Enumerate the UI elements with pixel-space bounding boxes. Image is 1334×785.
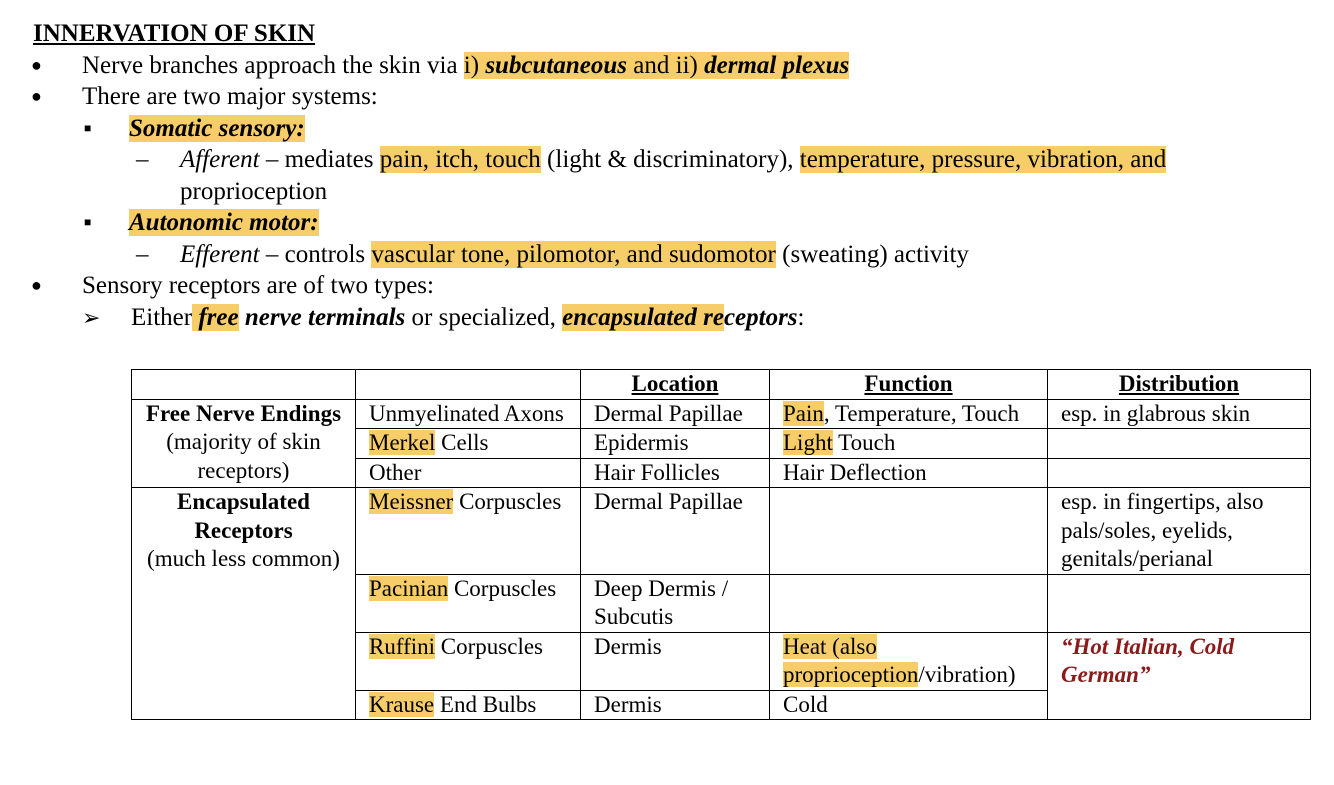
text: (light & discriminatory), bbox=[540, 146, 800, 173]
receptor-name: Other bbox=[356, 458, 581, 488]
bullet-two-systems bbox=[33, 81, 1323, 113]
header-distribution: Distribution bbox=[1048, 370, 1311, 400]
distribution-cell bbox=[1048, 574, 1311, 632]
text: Cells bbox=[435, 430, 489, 455]
function-cell bbox=[770, 574, 1048, 632]
subcutaneous-term: subcutaneous bbox=[485, 51, 628, 79]
bullet-dot: ● bbox=[31, 86, 42, 106]
location-cell: Hair Follicles bbox=[581, 458, 770, 488]
header-blank bbox=[132, 370, 356, 400]
arrow-bullet-icon: ➢ bbox=[82, 304, 101, 330]
nerve-terminals-term: nerve terminals bbox=[238, 303, 406, 331]
receptor-name bbox=[356, 574, 581, 632]
text: proprioception bbox=[180, 177, 328, 205]
text: i) bbox=[463, 51, 486, 79]
receptor-name bbox=[356, 690, 581, 720]
text: /vibration) bbox=[918, 662, 1016, 687]
bullet-dot: ● bbox=[31, 54, 42, 75]
text: End Bulbs bbox=[434, 691, 537, 717]
text: or specialized, bbox=[405, 303, 563, 331]
function-cell bbox=[770, 488, 1048, 575]
bullet-sensory-receptors bbox=[33, 270, 1323, 302]
text: Corpuscles bbox=[448, 575, 557, 601]
bullet-nerve-branches bbox=[33, 50, 1323, 82]
location-cell: Deep Dermis / Subcutis bbox=[581, 574, 770, 632]
highlight: Heat (also proprioception bbox=[783, 633, 919, 687]
mnemonic-cell: “Hot Italian, Cold German” bbox=[1048, 632, 1311, 720]
highlight bbox=[464, 52, 849, 79]
location-cell: Dermis bbox=[581, 632, 770, 690]
text: (sweating) activity bbox=[775, 240, 969, 268]
group-subtitle: (much less common) bbox=[147, 546, 340, 571]
highlight: Ruffini bbox=[369, 633, 436, 659]
encapsulated-term: encapsulated re bbox=[562, 303, 724, 331]
text: Either bbox=[131, 303, 193, 331]
receptor-name bbox=[356, 632, 581, 690]
receptor-name bbox=[356, 488, 581, 575]
text: Sensory receptors are of two types: bbox=[82, 272, 434, 299]
location-cell: Dermal Papillae bbox=[581, 399, 770, 429]
location-cell: Dermis bbox=[581, 690, 770, 720]
highlight: Light bbox=[783, 430, 833, 455]
distribution-cell: esp. in fingertips, also pals/soles, eyelids, genitals/perianal bbox=[1048, 488, 1311, 575]
dash-marker: – bbox=[136, 146, 149, 173]
group-encapsulated-receptors bbox=[132, 488, 356, 720]
table-row bbox=[132, 399, 1311, 429]
group-title: Encapsulated Receptors bbox=[177, 489, 310, 543]
distribution-cell: esp. in glabrous skin bbox=[1048, 399, 1311, 429]
highlight: Pacinian bbox=[369, 575, 449, 601]
highlight: pain, itch, touch bbox=[379, 146, 541, 173]
group-subtitle: (majority of skin receptors) bbox=[166, 429, 321, 483]
highlight: vascular tone, pilomotor, and sudomotor bbox=[371, 240, 776, 268]
bullet-dot: ● bbox=[31, 275, 42, 295]
page-title: INNERVATION OF SKIN bbox=[33, 20, 316, 47]
text: and ii) bbox=[627, 51, 705, 79]
square-bullet: ■ bbox=[84, 215, 92, 229]
text: Touch bbox=[832, 430, 896, 455]
function-cell bbox=[770, 399, 1048, 429]
location-cell: Dermal Papillae bbox=[581, 488, 770, 575]
text: Corpuscles bbox=[453, 489, 562, 514]
square-bullet: ■ bbox=[84, 120, 92, 135]
afferent-term: Afferent bbox=[180, 146, 260, 173]
subbullet-autonomic bbox=[33, 207, 1323, 239]
distribution-cell bbox=[1048, 458, 1311, 488]
header-blank bbox=[356, 370, 581, 400]
table-row bbox=[132, 488, 1311, 575]
dash-marker: – bbox=[136, 240, 149, 268]
text: : bbox=[797, 303, 805, 331]
autonomic-motor-label: Autonomic motor: bbox=[129, 209, 319, 236]
arrow-item-types bbox=[33, 302, 1323, 334]
table-header-row bbox=[132, 370, 1311, 400]
function-cell bbox=[770, 632, 1048, 690]
text: Corpuscles bbox=[435, 633, 543, 659]
somatic-sensory-label: Somatic sensory: bbox=[129, 114, 305, 142]
efferent-term: Efferent bbox=[180, 240, 260, 268]
receptor-table bbox=[131, 369, 1311, 720]
text: , Temperature, Touch bbox=[823, 400, 1020, 426]
group-free-nerve-endings bbox=[132, 399, 356, 488]
highlight: temperature, pressure, vibration, and bbox=[799, 146, 1167, 173]
function-cell bbox=[770, 429, 1048, 459]
header-location: Location bbox=[581, 370, 770, 400]
text: – controls bbox=[259, 240, 372, 268]
receptor-name bbox=[356, 429, 581, 459]
afferent-line bbox=[33, 144, 1270, 207]
function-cell: Cold bbox=[770, 690, 1048, 720]
text: Nerve branches approach the skin via bbox=[82, 51, 464, 79]
function-cell: Hair Deflection bbox=[770, 458, 1048, 488]
receptor-name: Unmyelinated Axons bbox=[356, 399, 581, 429]
header-function: Function bbox=[770, 370, 1048, 400]
highlight: Meissner bbox=[369, 489, 454, 514]
free-term: free bbox=[192, 303, 239, 331]
text: There are two major systems: bbox=[82, 83, 378, 110]
text: – mediates bbox=[259, 146, 380, 173]
efferent-line bbox=[33, 239, 1323, 271]
highlight: Krause bbox=[369, 691, 435, 717]
highlight: Pain bbox=[783, 400, 824, 426]
dermal-plexus-term: dermal plexus bbox=[704, 51, 850, 79]
subbullet-somatic bbox=[33, 113, 1323, 145]
group-title: Free Nerve Endings bbox=[145, 400, 342, 426]
document-body bbox=[33, 18, 1323, 333]
highlight: Merkel bbox=[369, 430, 436, 455]
text: ceptors bbox=[723, 303, 798, 331]
location-cell: Epidermis bbox=[581, 429, 770, 459]
distribution-cell bbox=[1048, 429, 1311, 459]
